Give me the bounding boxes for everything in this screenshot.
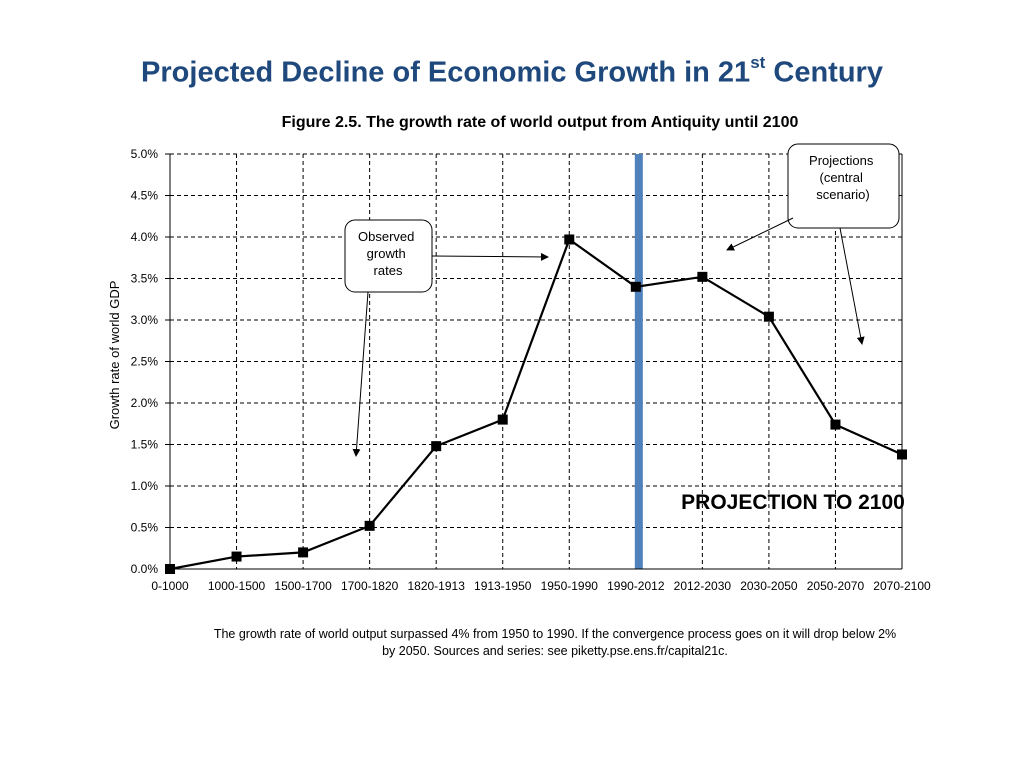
series-line <box>170 239 902 569</box>
y-tick-label: 0.5% <box>130 520 158 535</box>
y-tick-label: 2.5% <box>130 354 158 369</box>
data-point-marker <box>897 449 907 459</box>
chart-title: Figure 2.5. The growth rate of world output from Antiquity until 2100 <box>281 114 799 131</box>
x-tick-label: 0-1000 <box>151 579 189 593</box>
data-point-marker <box>298 547 308 557</box>
data-point-marker <box>232 552 242 562</box>
x-tick-label: 1820-1913 <box>407 579 465 593</box>
projections-line-1: Projections <box>809 153 874 168</box>
data-point-marker <box>764 312 774 322</box>
x-tick-label: 2012-2030 <box>673 579 732 593</box>
y-tick-label: 4.0% <box>130 230 158 244</box>
projections-arrow-down <box>840 228 862 344</box>
data-point-marker <box>365 521 375 531</box>
series-layer <box>165 234 907 574</box>
observed-arrow-right <box>432 256 548 257</box>
observed-line-2: growth <box>366 246 406 261</box>
y-tick-label: 0.0% <box>130 562 158 576</box>
x-tick-label: 1500-1700 <box>274 579 332 593</box>
data-point-marker <box>830 420 840 430</box>
y-axis-label: Growth rate of world GDP <box>107 280 122 430</box>
x-tick-label: 1990-2012 <box>607 579 665 593</box>
x-tick-label: 1950-1990 <box>540 579 598 593</box>
data-point-marker <box>564 234 574 244</box>
x-tick-label: 1913-1950 <box>474 579 532 593</box>
observed-line-3: rates <box>373 263 403 278</box>
x-tick-label: 2070-2100 <box>873 579 931 593</box>
x-tick-label: 2030-2050 <box>740 579 798 593</box>
projections-arrow-left <box>727 218 793 250</box>
observed-arrow-down <box>356 292 368 456</box>
projections-line-3: scenario) <box>816 187 870 202</box>
slide-title-end: Century <box>765 56 883 89</box>
observed-line-1: Observed <box>358 229 415 244</box>
x-tick-label: 1700-1820 <box>340 579 399 593</box>
chart-caption: The growth rate of world output surpassed 4% from 1950 to 1990. If the convergence process goes on it will drop below 2% by 2050. Sources and series: see piketty.pse.ens.fr/capital21c. <box>213 627 897 658</box>
observed-callout <box>345 220 548 456</box>
data-point-marker <box>498 415 508 425</box>
y-tick-label: 2.0% <box>130 396 158 410</box>
data-point-marker <box>697 272 707 282</box>
slide-title-superscript: st <box>750 53 766 72</box>
projections-line-2: (central <box>819 170 863 185</box>
y-tick-label: 4.5% <box>130 188 158 203</box>
slide-title-main: Projected Decline of Economic Growth in 21 <box>141 56 751 89</box>
y-tick-label: 5.0% <box>130 147 158 161</box>
projection-to-2100-label: PROJECTION TO 2100 <box>681 491 905 514</box>
y-tick-label: 3.0% <box>130 313 158 327</box>
projections-callout <box>727 144 899 344</box>
data-point-marker <box>165 564 175 574</box>
y-tick-label: 1.5% <box>130 437 158 452</box>
x-tick-label: 1000-1500 <box>207 579 266 593</box>
x-tick-label: 2050-2070 <box>806 579 865 593</box>
data-point-marker <box>431 441 441 451</box>
data-point-marker <box>631 282 641 292</box>
y-tick-label: 1.0% <box>130 479 158 493</box>
y-tick-label: 3.5% <box>130 271 158 286</box>
